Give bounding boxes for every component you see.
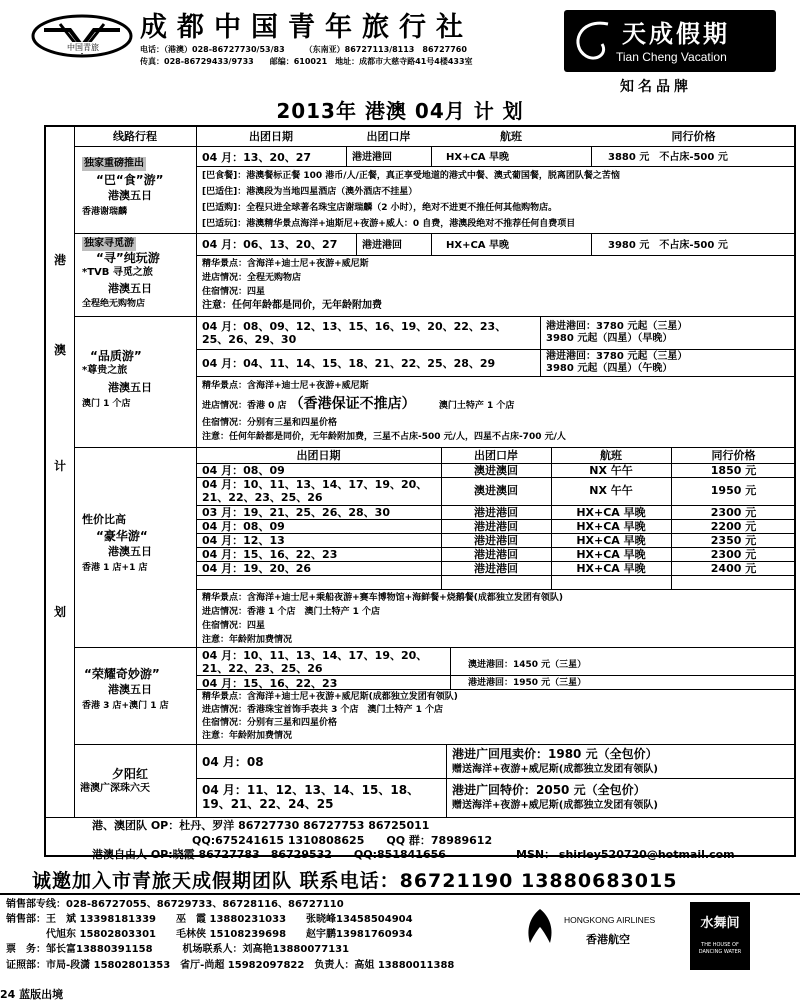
s3-note-3: 住宿情况：分别有三星和四星价格 [202,418,338,428]
s4-row-flight: HX+CA 早晚 [576,562,646,575]
s3-hotel: 澳门 1 个店 [82,399,131,409]
s2-note-3: 住宿情况：四星 [202,287,266,297]
s4-row-flight: NX 午午 [589,484,633,497]
header-flight: 航班 [500,130,522,143]
s4-row-price: 2300 元 [710,506,757,519]
s1-flight: HX+CA 早晚 [446,152,510,163]
header-price: 同行价格 [671,130,716,143]
s2-flight: HX+CA 早晚 [446,240,510,251]
s5-days: 港澳五日 [108,683,152,696]
s1-price: 3880 元 不占床-500 元 [608,152,728,163]
s2-name: “寻”纯玩游 [96,251,160,265]
s4-row-flight: HX+CA 早晚 [576,534,646,547]
s4-head-dates: 出团日期 [296,449,341,462]
s4-row-dates: 04 月：12、13 [202,534,285,547]
side-label-3: 计 [54,459,67,473]
s4-row-port: 港进港回 [474,534,518,547]
s2-note-2: 进店情况：全程无购物店 [202,273,302,283]
s4-row-flight: HX+CA 早晚 [576,520,646,533]
s3-row1-price: 港进港回：3780 元起（三星） 3980 元起（四星）（早晚） [546,321,688,344]
s4-row-dates: 04 月：08、09 [202,520,285,533]
s1-days: 港澳五日 [108,189,152,202]
s4-row-price: 2300 元 [710,548,757,561]
s4-row-price: 2400 元 [710,562,757,575]
brand-name-en: Tian Cheng Vacation [616,50,727,64]
s4-note-4: 注意：年龄附加费情况 [202,635,293,645]
s5-note-1: 精华景点：含海洋+迪士尼+夜游+威尼斯(成都独立发团有领队) [202,692,458,702]
airline-bird-icon [520,907,560,947]
s1-hotel: 香港谢瑞麟 [82,207,128,217]
plan-table [44,125,796,861]
side-label-1: 港 [54,253,67,267]
s5-row1-price: 澳进港回：1450 元（三星） [468,660,587,670]
s4-days: 港澳五日 [108,545,152,558]
s1-dates: 04 月：13、20、27 [202,151,312,164]
s5-note-4: 注意：年龄附加费情况 [202,731,293,741]
page-footer: 24 蓝版出境 [0,988,64,1001]
msn-contact [516,848,735,861]
show-name-en: THE HOUSE OF DANCING WATER [698,942,742,955]
s4-tag: 性价比高 [82,513,126,526]
s3-name: “品质游” [90,349,142,363]
s4-row-port: 港进港回 [474,506,518,519]
agency-logo [30,12,134,60]
s4-head-port: 出团口岸 [474,449,518,462]
show-name-cn: 水舞间 [700,916,740,931]
hongkong-airlines-logo [520,905,680,955]
s6-days: 港澳广深珠六天 [80,783,150,794]
s5-row1-dates: 04 月：10、11、13、14、17、19、20、21、22、23、25、26 [202,649,428,675]
sales-line-5: 证照部：市局-段潇 15802801353 省厅-尚超 15982097822 负责人：高姐 13880011388 [6,960,455,971]
msn-address[interactable]: shirley520720@hotmail.com [558,848,735,861]
s1-note-4: [巴适玩]：港澳精华景点海洋+迪斯尼+夜游+威人：0 自费，港澳段绝对不推荐任何自费项目 [202,219,576,229]
s3-note-2-tail: 澳门土特产 1 个店 [438,401,515,411]
s3-note-1: 精华景点：含海洋+迪士尼+夜游+威尼斯 [202,381,369,391]
s4-head-flight: 航班 [600,449,622,462]
s2-days: 港澳五日 [108,282,152,295]
airline-name-en: HONGKONG AIRLINES [564,915,656,925]
s3-note-2 [202,396,515,412]
s6-row1-price: 港进广回甩卖价：1980 元（全包价） [452,747,658,761]
s4-row-dates: 04 月：08、09 [202,464,285,477]
s4-head-price: 同行价格 [711,449,756,462]
side-label-2: 澳 [54,343,67,357]
brand-tagline: 知名品牌 [620,79,692,95]
msn-label: MSN： [516,848,556,861]
s6-row2-price: 港进广回特价：2050 元（全包价） [452,783,646,797]
sales-line-3: 代旭东 15802803301 毛林侠 15108239698 赵宇鹏13981760934 [6,929,413,940]
s4-row-dates: 04 月：15、16、22、23 [202,548,338,561]
brand-box [564,10,776,72]
header-route: 线路行程 [113,130,157,143]
s4-hotel: 香港 1 店+1 店 [82,563,148,573]
s4-note-1: 精华景点：含海洋+迪士尼+乘船夜游+赛车博物馆+海鲜餐+烧鹅餐(成都独立发团有领队) [202,593,563,603]
s3-note-4: 注意：任何年龄都是同价，无年龄附加费，三星不占床-500 元/人，四星不占床-700 元/人 [202,432,566,442]
table-row-divider [196,575,796,576]
s2-note-4: 注意：任何年龄都是同价，无年龄附加费 [202,300,382,311]
s4-row-dates: 04 月：19、20、26 [202,562,312,575]
s6-row2-gift: 赠送海洋+夜游+威尼斯(成都独立发团有领队) [452,800,658,811]
s3-row1-dates: 04 月：08、09、12、13、15、16、19、20、22、23、25、26、29、30 [202,320,507,346]
s4-row-flight: NX 午午 [589,464,633,477]
s3-row2-dates: 04 月：04、11、14、15、18、21、22、25、28、29 [202,357,496,370]
s4-row-port: 港进港回 [474,520,518,533]
s2-port: 港进港回 [362,240,402,251]
s4-row-price: 1950 元 [710,484,757,497]
s4-row-port: 港进港回 [474,562,518,575]
s2-hotel: 全程绝无购物店 [82,299,146,309]
s1-port: 港进港回 [352,152,392,163]
s3-sub: *尊贵之旅 [82,365,128,376]
op-line-3: 港澳自由人 OP:晓霞 86727783 86729532 QQ:851841656 [92,848,446,861]
s2-dates: 04 月：06、13、20、27 [202,238,338,251]
s4-row-price: 2350 元 [710,534,757,547]
page-title: 2013年 港澳 04月 计 划 [276,99,524,123]
sales-line-2: 销售部：王 斌 13398181339 巫 霞 13880231033 张晓峰13458504904 [6,914,413,925]
s6-row2-dates: 04 月：11、12、13、14、15、18、19、21、22、24、25 [202,783,420,811]
s3-note-2-big: （香港保证不推店） [289,396,416,412]
side-label-4: 划 [54,605,67,619]
s3-note-2-text: 进店情况：香港 0 店 [202,401,287,411]
s4-row-dates: 03 月：19、21、25、26、28、30 [202,506,390,519]
agency-name: 成都中国青年旅行社 [140,12,473,43]
brand-name-cn: 天成假期 [622,19,730,48]
dancing-water-logo [690,902,750,970]
s1-note-1: [巴食餐]：港澳餐标正餐 100 港币/人/正餐，真正享受地道的港式中餐、澳式葡国餐，脱离团队餐之苦恼 [202,171,620,181]
s3-days: 港澳五日 [108,381,152,394]
s2-tag: 独家寻觅游 [84,238,134,249]
s5-row2-dates: 04 月：15、16、22、23 [202,677,338,690]
sales-line-4: 票 务：邹长富13880391158 机场联系人：刘高艳13880077131 [6,944,350,955]
s1-name: “巴“食”游” [96,173,164,187]
s3-row2-price: 港进港回：3780 元起（三星） 3980 元起（四星）（午晚） [546,351,688,374]
s1-note-2: [巴适住]：港澳段为当地四星酒店（澳外酒店不挂星） [202,187,418,197]
s5-name: “荣耀奇妙游” [84,667,160,681]
s4-row-port: 港进港回 [474,548,518,561]
s5-note-3: 住宿情况：分别有三星和四星价格 [202,718,338,728]
contact-line-2: 传真：028-86729433/9733 邮编：610021 地址：成都市大慈寺路41号4楼433室 [140,57,473,66]
s5-row2-price: 港进港回：1950 元（三星） [468,678,587,688]
s6-name: 夕阳红 [112,767,149,781]
header-dates: 出团日期 [249,130,293,143]
s2-price: 3980 元 不占床-500 元 [608,240,728,251]
recruit-banner: 诚邀加入市青旅天成假期团队 联系电话：86721190 13880683015 [32,870,678,892]
s2-sub: *TVB 寻觅之旅 [82,267,153,278]
header-port: 出团口岸 [366,130,411,143]
s5-note-2: 进店情况：香港珠宝首饰手表共 3 个店 澳门土特产 1 个店 [202,705,444,715]
s4-row-flight: HX+CA 早晚 [576,506,646,519]
s5-hotel: 香港 3 店+澳门 1 店 [82,701,169,711]
s4-row-port: 澳进澳回 [474,484,518,497]
s2-note-1: 精华景点：含海洋+迪士尼+夜游+威尼斯 [202,259,369,269]
s6-row1-dates: 04 月：08 [202,755,264,769]
s4-row-price: 2200 元 [710,520,757,533]
s4-note-3: 住宿情况：四星 [202,621,266,631]
s4-note-2: 进店情况：香港 1 个店 澳门土特产 1 个店 [202,607,381,617]
airline-name-cn: 香港航空 [586,933,630,946]
logo-subtext: 中国青旅 [67,43,99,52]
sales-line-1: 销售部专线：028-86727055、86729733、86728116、86727110 [6,899,344,910]
s4-row-price: 1850 元 [710,464,757,477]
op-line-2: QQ:675241615 1310808625 QQ 群：78989612 [192,834,493,847]
op-line-1: 港、澳团队 OP：杜丹、罗洋 86727730 86727753 86725011 [92,819,430,832]
s4-row-dates: 04 月：10、11、13、14、17、19、20、21、22、23、25、26 [202,478,428,504]
s1-tag: 独家重磅推出 [84,158,144,169]
s4-row-flight: HX+CA 早晚 [576,548,646,561]
s6-row1-gift: 赠送海洋+夜游+威尼斯(成都独立发团有领队) [452,764,658,775]
s1-note-3: [巴适购]：全程只进全球著名珠宝店谢瑞麟（2 小时），绝对不进更不推任何其他购物店。 [202,203,558,213]
contact-line-1: 电话：（港澳）028-86727730/53/83 （东南亚）86727113/8113 86727760 [140,45,467,54]
brand-swirl-icon [568,16,618,66]
s4-row-port: 澳进澳回 [474,464,518,477]
s4-name: “豪华游“ [96,529,148,543]
